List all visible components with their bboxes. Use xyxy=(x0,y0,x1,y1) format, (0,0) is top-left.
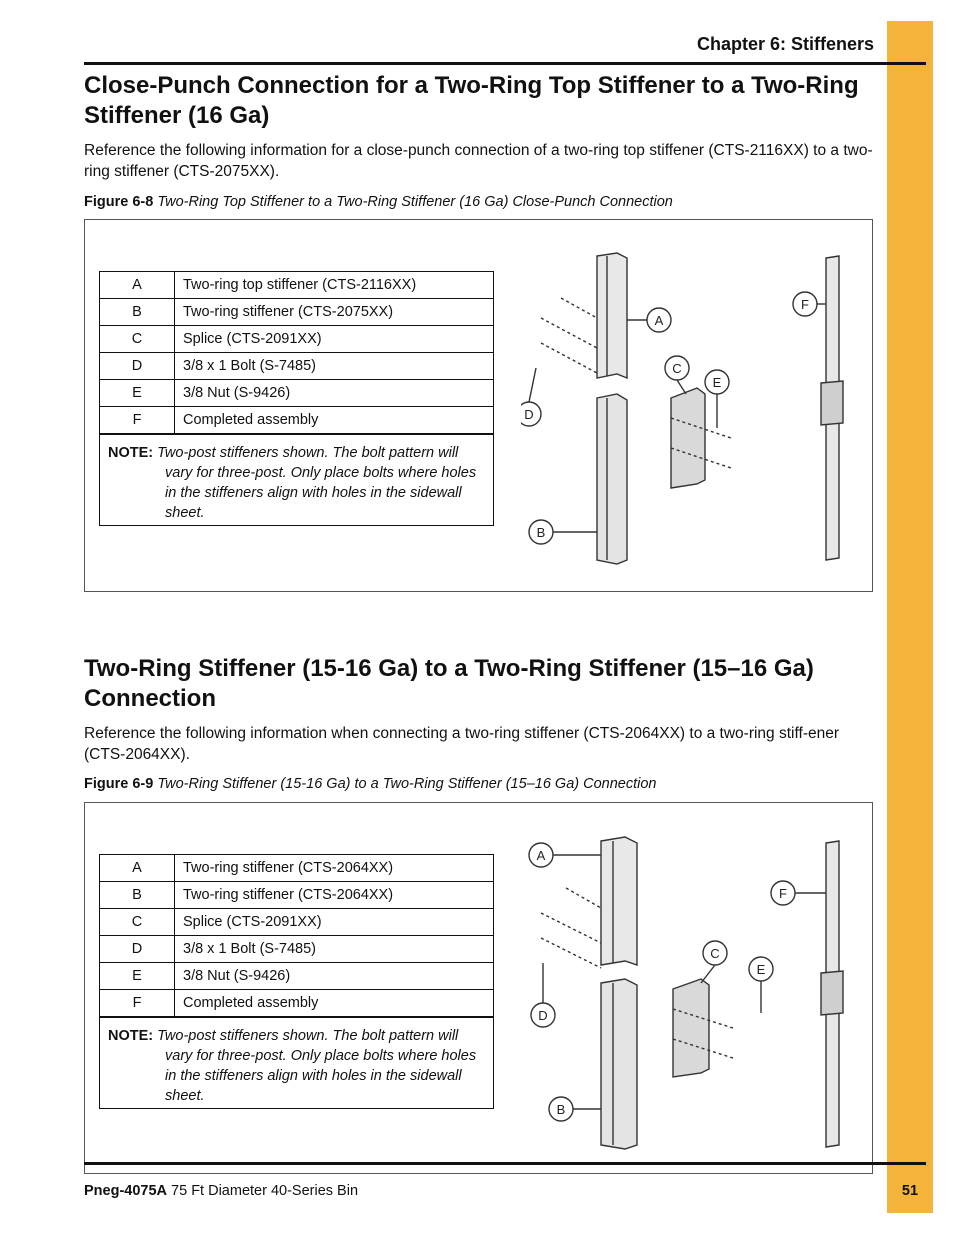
callout-c: C xyxy=(710,946,720,961)
header-rule xyxy=(84,62,926,65)
callout-f: F xyxy=(801,297,809,312)
callout-e: E xyxy=(712,375,722,390)
table-row xyxy=(100,272,494,299)
callout-b: B xyxy=(556,1102,566,1117)
legend-key: D xyxy=(100,353,175,380)
figure-6-9-caption xyxy=(84,776,656,792)
figure-6-9-box xyxy=(84,802,873,1174)
callout-a: A xyxy=(536,848,546,863)
note-text-first: Two-post stiffeners shown. The bolt pattern will xyxy=(157,445,459,461)
doc-title: 75 Ft Diameter 40-Series Bin xyxy=(171,1183,359,1199)
legend-text: Completed assembly xyxy=(175,407,494,435)
table-row xyxy=(100,963,494,990)
section-1-intro: Reference the following information for a close-punch connection of a two-ring top stiffener (CTS-2116XX) to a two-ring stiffener (CTS-2075XX). xyxy=(84,142,873,180)
table-row xyxy=(100,882,494,909)
legend-key: E xyxy=(100,380,175,407)
table-row xyxy=(100,299,494,326)
legend-text: Two-ring top stiffener (CTS-2116XX) xyxy=(175,272,494,299)
legend-key: B xyxy=(100,299,175,326)
callout-a: A xyxy=(654,313,664,328)
legend-key: F xyxy=(100,990,175,1018)
legend-text: Two-ring stiffener (CTS-2075XX) xyxy=(175,299,494,326)
table-row xyxy=(100,353,494,380)
legend-key: E xyxy=(100,963,175,990)
legend-key: A xyxy=(100,855,175,882)
note-label: NOTE: xyxy=(108,445,154,461)
figure-title: Two-Ring Stiffener (15-16 Ga) to a Two-Ring Stiffener (15–16 Ga) Connection xyxy=(157,776,657,792)
callout-c: C xyxy=(672,361,682,376)
table-row xyxy=(100,380,494,407)
figure-title: Two-Ring Top Stiffener to a Two-Ring Stiffener (16 Ga) Close-Punch Connection xyxy=(157,194,673,210)
callout-b: B xyxy=(536,525,546,540)
legend-key: B xyxy=(100,882,175,909)
figure-6-8-caption xyxy=(84,194,673,210)
callout-f: F xyxy=(779,886,787,901)
legend-text: Completed assembly xyxy=(175,990,494,1018)
note-text-rest: vary for three-post. Only place bolts where holes in the stiffeners align with holes in the sidewall sheet. xyxy=(165,1048,477,1104)
section-2-title: Two-Ring Stiffener (15-16 Ga) to a Two-Ring Stiffener (15–16 Ga) Connection xyxy=(84,655,814,712)
legend-table xyxy=(99,271,494,526)
footer-rule xyxy=(84,1162,926,1165)
legend-text: 3/8 x 1 Bolt (S-7485) xyxy=(175,353,494,380)
figure-6-8-box xyxy=(84,219,873,592)
section-1-title: Close-Punch Connection for a Two-Ring Top Stiffener to a Two-Ring Stiffener (16 Ga) xyxy=(84,72,859,129)
legend-text: Splice (CTS-2091XX) xyxy=(175,909,494,936)
footer-doc-info xyxy=(84,1183,358,1199)
stiffener-assembly-illustration xyxy=(521,248,861,568)
legend-text: 3/8 Nut (S-9426) xyxy=(175,963,494,990)
legend-text: 3/8 Nut (S-9426) xyxy=(175,380,494,407)
note-text-rest: vary for three-post. Only place bolts where holes in the stiffeners align with holes in the sidewall sheet. xyxy=(165,465,477,521)
page-number: 51 xyxy=(901,1183,919,1199)
legend-text: 3/8 x 1 Bolt (S-7485) xyxy=(175,936,494,963)
chapter-accent-bar xyxy=(887,21,933,1213)
legend-text: Two-ring stiffener (CTS-2064XX) xyxy=(175,882,494,909)
note-cell xyxy=(100,1017,494,1109)
stiffener-assembly-illustration xyxy=(521,833,861,1155)
legend-key: A xyxy=(100,272,175,299)
note-row xyxy=(100,434,494,526)
doc-id: Pneg-4075A xyxy=(84,1183,168,1199)
callout-d: D xyxy=(524,407,534,422)
note-text-first: Two-post stiffeners shown. The bolt pattern will xyxy=(157,1028,459,1044)
callout-d: D xyxy=(538,1008,548,1023)
legend-key: C xyxy=(100,326,175,353)
figure-label: Figure 6-9 xyxy=(84,776,154,792)
table-row xyxy=(100,407,494,435)
legend-key: C xyxy=(100,909,175,936)
legend-key: D xyxy=(100,936,175,963)
table-row xyxy=(100,990,494,1018)
table-row xyxy=(100,326,494,353)
section-2-intro: Reference the following information when connecting a two-ring stiffener (CTS-2064XX) to a two-ring stiff-ener (CTS-2064XX). xyxy=(84,725,839,763)
legend-key: F xyxy=(100,407,175,435)
legend-table xyxy=(99,854,494,1109)
figure-label: Figure 6-8 xyxy=(84,194,154,210)
legend-text: Splice (CTS-2091XX) xyxy=(175,326,494,353)
note-row xyxy=(100,1017,494,1109)
table-row xyxy=(100,936,494,963)
note-label: NOTE: xyxy=(108,1028,154,1044)
legend-text: Two-ring stiffener (CTS-2064XX) xyxy=(175,855,494,882)
chapter-heading: Chapter 6: Stiffeners xyxy=(696,34,874,54)
callout-e: E xyxy=(756,962,766,977)
table-row xyxy=(100,855,494,882)
table-row xyxy=(100,909,494,936)
note-cell xyxy=(100,434,494,526)
